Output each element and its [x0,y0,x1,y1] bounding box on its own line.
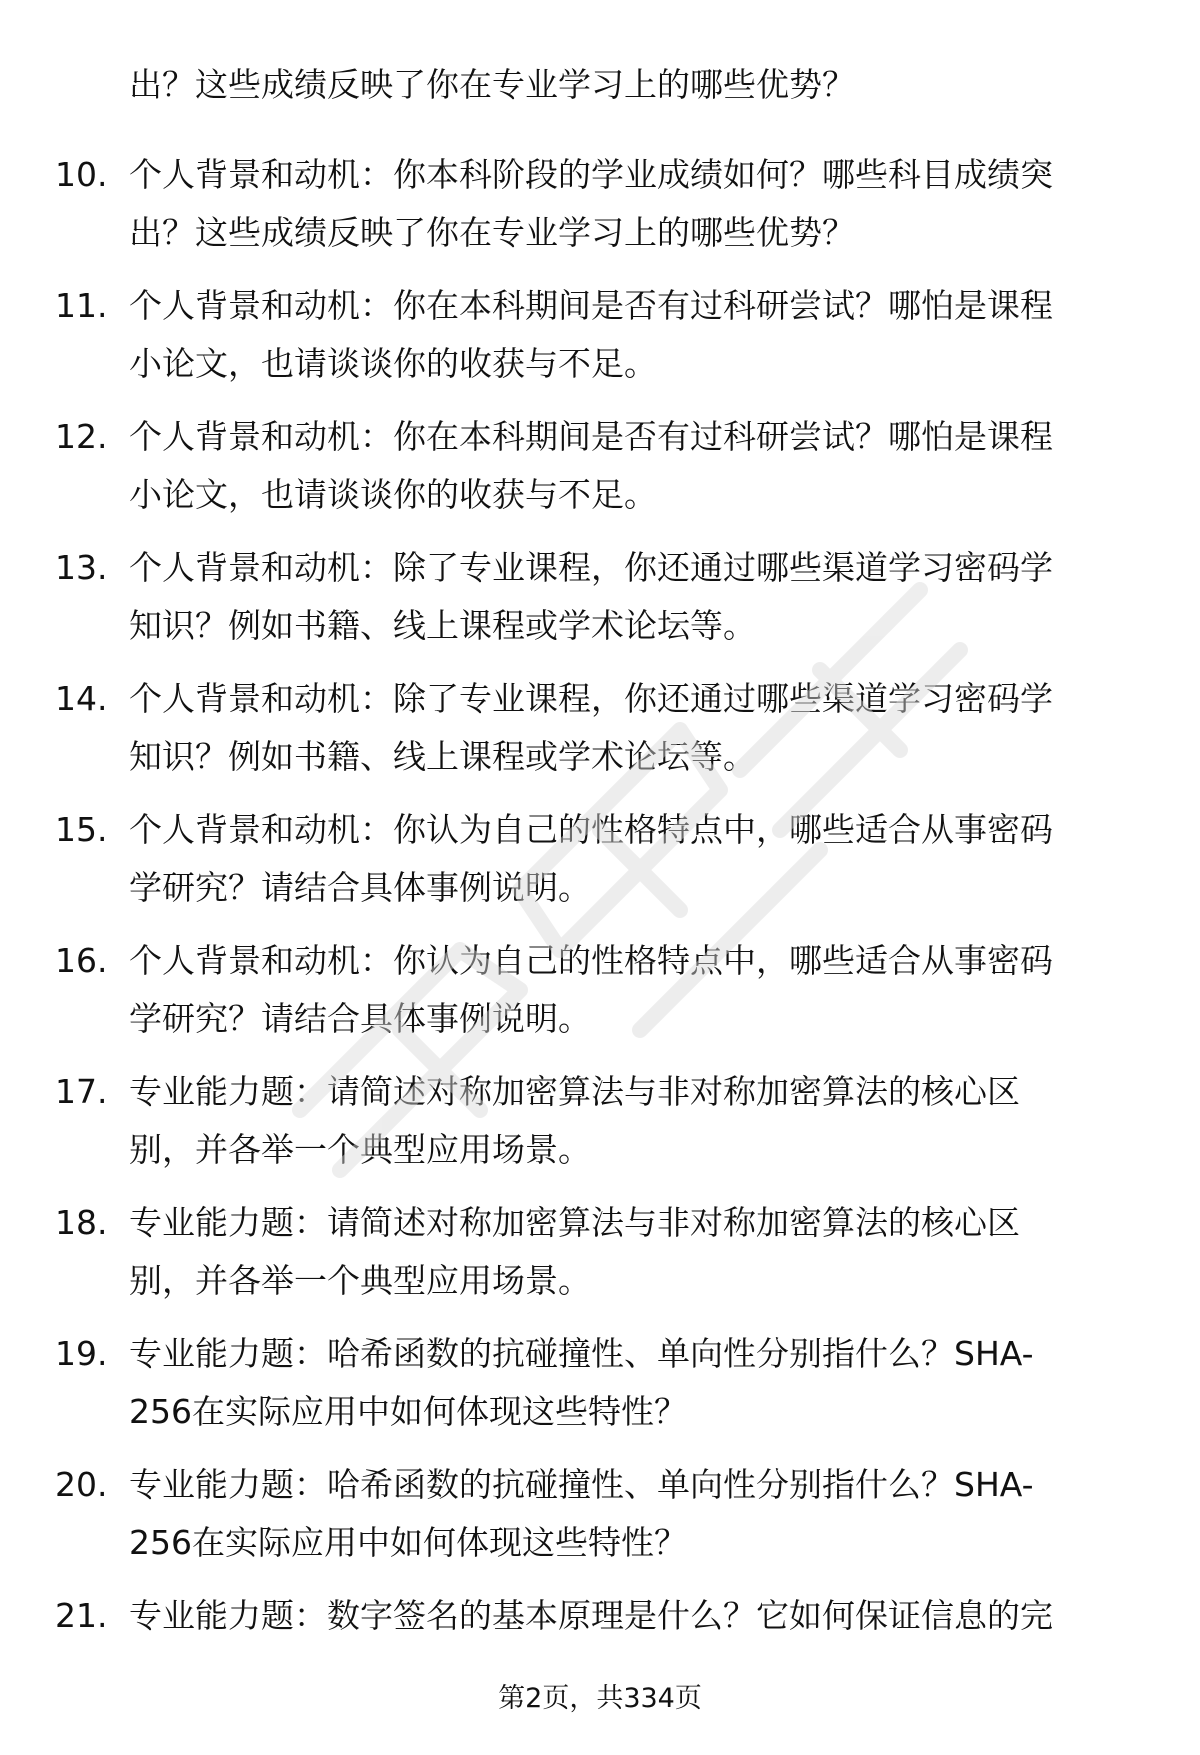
question-item-16 [0,934,1200,1052]
question-list [0,148,1200,1720]
question-item-20 [0,1458,1200,1576]
question-text-line2: 知识？例如书籍、线上课程或学术论坛等。 [129,737,756,776]
question-number: 16. [55,941,108,980]
question-item-11 [0,279,1200,397]
question-item-17 [0,1065,1200,1183]
question-item-19 [0,1327,1200,1445]
question-text-line1: 专业能力题：请简述对称加密算法与非对称加密算法的核心区 [129,1072,1020,1111]
question-text-line2: 别，并各举一个典型应用场景。 [129,1130,591,1169]
question-text-line1: 个人背景和动机：你在本科期间是否有过科研尝试？哪怕是课程 [129,286,1053,325]
question-text-line1: 专业能力题：哈希函数的抗碰撞性、单向性分别指什么？SHA- [129,1465,1034,1504]
question-item-12 [0,410,1200,528]
question-number: 13. [55,548,108,587]
question-number: 18. [55,1203,108,1242]
question-number: 15. [55,810,108,849]
question-text-line2: 出？这些成绩反映了你在专业学习上的哪些优势？ [129,213,855,252]
question-number: 12. [55,417,108,456]
question-text-line2: 小论文，也请谈谈你的收获与不足。 [129,344,657,383]
question-text-line1: 专业能力题：请简述对称加密算法与非对称加密算法的核心区 [129,1203,1020,1242]
continuation-line: 出？这些成绩反映了你在专业学习上的哪些优势？ [129,65,855,104]
question-number: 21. [55,1596,108,1635]
question-item-15 [0,803,1200,921]
page-footer: 第2页，共334页 [498,1683,702,1714]
question-text-line1: 个人背景和动机：除了专业课程，你还通过哪些渠道学习密码学 [129,548,1053,587]
question-number: 11. [55,286,108,325]
question-text-line2: 知识？例如书籍、线上课程或学术论坛等。 [129,606,756,645]
question-text-line1: 专业能力题：哈希函数的抗碰撞性、单向性分别指什么？SHA- [129,1334,1034,1373]
question-number: 14. [55,679,108,718]
question-text-line2: 256在实际应用中如何体现这些特性？ [129,1392,687,1431]
question-text-line2: 学研究？请结合具体事例说明。 [129,868,591,907]
question-item-10 [0,148,1200,266]
question-text-line2: 256在实际应用中如何体现这些特性？ [129,1523,687,1562]
question-number: 19. [55,1334,108,1373]
question-text-line1: 个人背景和动机：你认为自己的性格特点中，哪些适合从事密码 [129,810,1053,849]
question-number: 10. [55,155,108,194]
question-text-line2: 学研究？请结合具体事例说明。 [129,999,591,1038]
question-text-line1: 个人背景和动机：你认为自己的性格特点中，哪些适合从事密码 [129,941,1053,980]
question-text-line1: 个人背景和动机：除了专业课程，你还通过哪些渠道学习密码学 [129,679,1053,718]
question-item-18 [0,1196,1200,1314]
question-item-14 [0,672,1200,790]
question-number: 20. [55,1465,108,1504]
question-text-line1: 专业能力题：数字签名的基本原理是什么？它如何保证信息的完 [129,1596,1053,1635]
question-item-13 [0,541,1200,659]
question-text-line2: 别，并各举一个典型应用场景。 [129,1261,591,1300]
question-text-line2: 小论文，也请谈谈你的收获与不足。 [129,475,657,514]
question-text-line1: 个人背景和动机：你本科阶段的学业成绩如何？哪些科目成绩突 [129,155,1053,194]
question-number: 17. [55,1072,108,1111]
question-text-line1: 个人背景和动机：你在本科期间是否有过科研尝试？哪怕是课程 [129,417,1053,456]
